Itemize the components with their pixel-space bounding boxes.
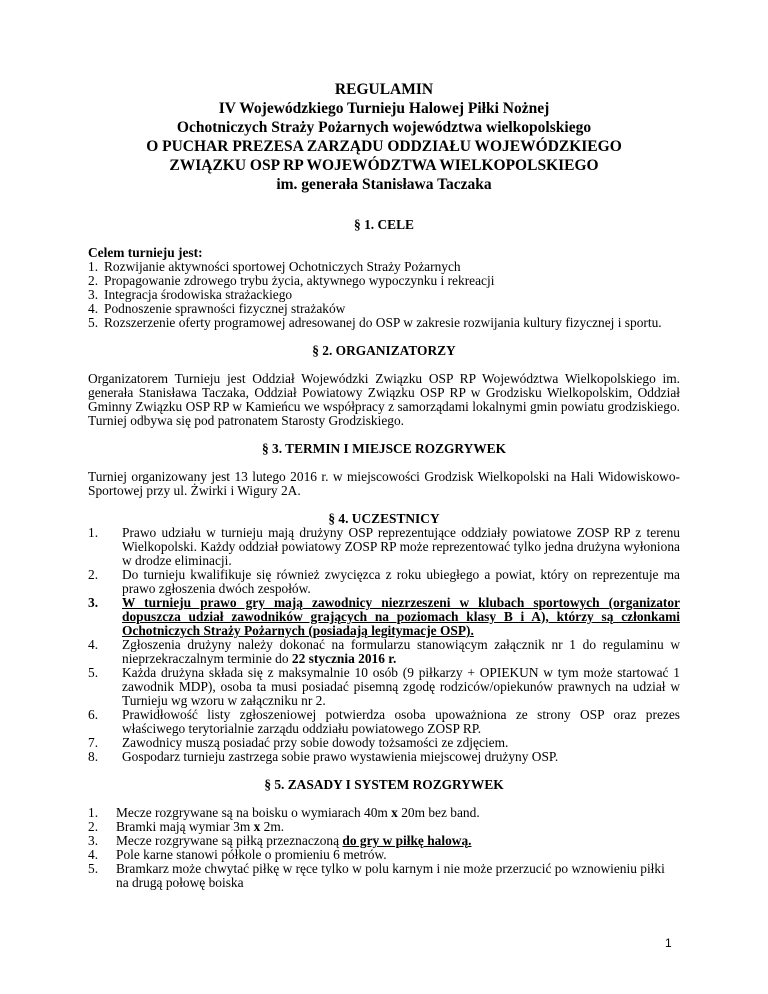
list-item: 2. Bramki mają wymiar 3m x 2m. bbox=[88, 819, 285, 834]
list-item: 5. Każda drużyna składa się z maksymalnie 10 osób (9 piłkarzy + OPIEKUN w tym może startować 1 zawodnik MDP), osoba ta musi posiadać pisemną zgodę rodziców/opiekunów prawnych na udział w Turnieju wg wzoru w załączniku nr 2. bbox=[88, 665, 680, 708]
section-3-heading: § 3. TERMIN I MIEJSCE ROZGRYWEK bbox=[261, 441, 507, 456]
section-3-text: Turniej organizowany jest 13 lutego 2016 r. w miejscowości Grodzisk Wielkopolski na Hali Widowiskowo-Sportowej przy ul. Żwirki i Wigury 2A. bbox=[88, 469, 680, 498]
list-item: 4. Podnoszenie sprawności fizycznej strażaków bbox=[88, 301, 346, 316]
list-item: 1. Mecze rozgrywane są na boisku o wymiarach 40m x 20m bez band. bbox=[88, 805, 480, 820]
list-item-highlighted: 3. W turnieju prawo gry mają zawodnicy niezrzeszeni w klubach sportowych (organizator dopuszcza udział zawodników grających na poziomach klasy B i A), którzy są członkami Ochotniczych Straży Pożarnych (posiadają legitymacje OSP). bbox=[88, 595, 680, 638]
title-line-5: ZWIĄZKU OSP RP WOJEWÓDZTWA WIELKOPOLSKIEGO bbox=[169, 157, 599, 174]
section-4-heading: § 4. UCZESTNICY bbox=[328, 511, 440, 526]
page-number: 1 bbox=[665, 936, 672, 950]
deadline-date: 22 stycznia 2016 r. bbox=[291, 651, 397, 666]
list-item: 2. Do turnieju kwalifikuje się również zwycięzca z roku ubiegłego a powiat, który on reprezentuje ma prawo zgłoszenia dwóch zespołów. bbox=[88, 567, 680, 596]
list-item: 5. Rozszerzenie oferty programowej adresowanej do OSP w zakresie rozwijania kultury fizycznej i sportu. bbox=[88, 315, 662, 330]
list-item: 1. Prawo udziału w turnieju mają drużyny OSP reprezentujące oddziały powiatowe ZOSP RP z terenu Wielkopolski. Każdy oddział powiatowy ZOSP RP może reprezentować tylko jedna drużyna wyłoniona w drodze eliminacji. bbox=[88, 525, 680, 568]
section-1-list bbox=[88, 260, 680, 330]
section-1-intro: Celem turnieju jest: bbox=[88, 245, 203, 260]
section-2-text: Organizatorem Turnieju jest Oddział Wojewódzki Związku OSP RP Województwa Wielkopolskiego im. generała Stanisława Taczaka, Oddział Powiatowy Związku OSP RP w Grodzisku Wielkopolskim, Oddział Gminny Związku OSP RP w Kamieńcu we współpracy z samorządami lokalnymi gmin powiatu grodziskiego. Turniej odbywa się pod patronatem Starosty Grodziskiego. bbox=[88, 371, 680, 428]
title-line-6: im. generała Stanisława Taczaka bbox=[276, 176, 492, 193]
section-1-heading: § 1. CELE bbox=[354, 217, 414, 232]
section-5-list bbox=[88, 806, 680, 890]
list-item: 4. Pole karne stanowi półkole o promieniu 6 metrów. bbox=[88, 847, 387, 862]
list-item: 3. Integracja środowiska strażackiego bbox=[88, 287, 293, 302]
list-item: 7. Zawodnicy muszą posiadać przy sobie dowody tożsamości ze zdjęciem. bbox=[88, 735, 509, 750]
list-item: 6. Prawidłowość listy zgłoszeniowej potwierdza osoba upoważniona ze strony OSP oraz prezes właściwego terytorialnie zarządu oddziału powiatowego ZOSP RP. bbox=[88, 707, 680, 736]
section-5-heading: § 5. ZASADY I SYSTEM ROZGRYWEK bbox=[264, 777, 504, 792]
document-page bbox=[88, 80, 680, 890]
list-item: 1. Rozwijanie aktywności sportowej Ochotniczych Straży Pożarnych bbox=[88, 259, 461, 274]
title-line-1: REGULAMIN bbox=[334, 81, 434, 98]
list-item: 8. Gospodarz turnieju zastrzega sobie prawo wystawienia miejscowej drużyny OSP. bbox=[88, 749, 559, 764]
title-line-3: Ochotniczych Straży Pożarnych województwa wielkopolskiego bbox=[176, 119, 592, 136]
section-2-heading: § 2. ORGANIZATORZY bbox=[312, 343, 456, 358]
list-item: 5. Bramkarz może chwytać piłkę w ręce tylko w polu karnym i nie może przerzucić po wznowieniu piłki na drugą połowę boiska bbox=[88, 861, 665, 890]
list-item: 3. Mecze rozgrywane są piłką przeznaczoną do gry w piłkę halową. bbox=[88, 833, 472, 848]
list-item: 2. Propagowanie zdrowego trybu życia, aktywnego wypoczynku i rekreacji bbox=[88, 273, 495, 288]
title-block bbox=[88, 80, 680, 194]
title-line-4: O PUCHAR PREZESA ZARZĄDU ODDZIAŁU WOJEWÓDZKIEGO bbox=[146, 138, 622, 155]
section-4-list bbox=[88, 526, 680, 764]
title-line-2: IV Wojewódzkiego Turnieju Halowej Piłki Nożnej bbox=[218, 100, 550, 117]
list-item: 4. Zgłoszenia drużyny należy dokonać na formularzu stanowiącym załącznik nr 1 do regulaminu w nieprzekraczalnym terminie do 22 stycznia 2016 r. bbox=[88, 637, 680, 666]
